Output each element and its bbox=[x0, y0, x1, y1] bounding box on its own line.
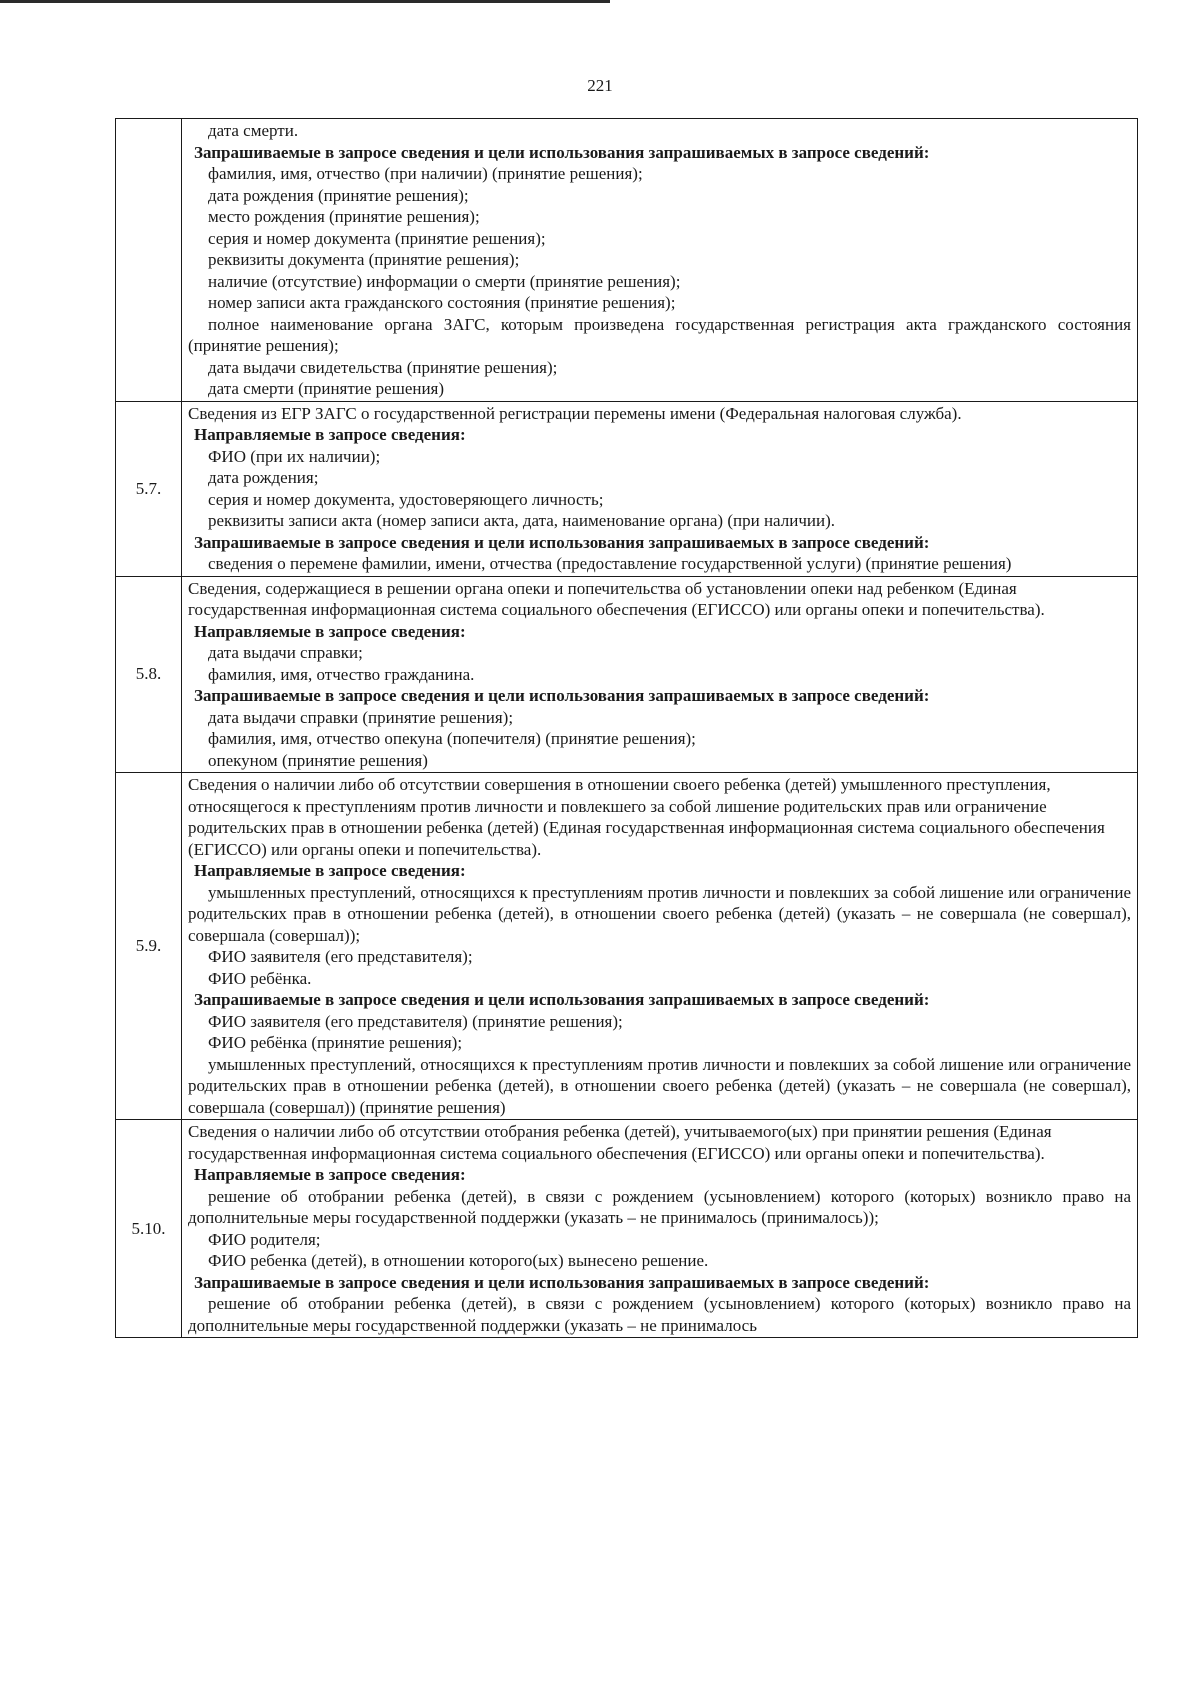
requested-heading: Запрашиваемые в запросе сведения и цели использования запрашиваемых в запросе сведений: bbox=[194, 686, 930, 705]
sent-item: фамилия, имя, отчество гражданина. bbox=[208, 664, 475, 684]
row-intro: Сведения о наличии либо об отсутствии отобрания ребенка (детей), учитываемого(ых) при принятии решения (Единая государственная информационная система социального обеспечения (ЕГИССО) или органы опеки и попечительства). bbox=[188, 1122, 1052, 1163]
row-number: 5.9. bbox=[116, 773, 182, 1120]
scan-edge-line bbox=[0, 0, 610, 3]
row-content bbox=[182, 1120, 1138, 1338]
sent-heading: Направляемые в запросе сведения: bbox=[194, 1165, 466, 1184]
requested-heading: Запрашиваемые в запросе сведения и цели использования запрашиваемых в запросе сведений: bbox=[194, 990, 930, 1009]
requested-item: умышленных преступлений, относящихся к преступлениям против личности и повлекших за собой лишение или ограничение родительских прав в отношении ребенка (детей), в отношении своего ребенка (детей) (указать – не совершала (не совершал), совершала (совершал)) (принятие решения) bbox=[188, 1054, 1131, 1117]
requested-item: дата выдачи свидетельства (принятие решения); bbox=[208, 357, 558, 377]
page-number: 221 bbox=[587, 76, 613, 95]
row-content bbox=[182, 773, 1138, 1120]
requested-item: наличие (отсутствие) информации о смерти (принятие решения); bbox=[208, 271, 681, 291]
row-number: 5.7. bbox=[116, 401, 182, 576]
sent-item: ФИО (при их наличии); bbox=[208, 446, 381, 466]
requested-heading: Запрашиваемые в запросе сведения и цели использования запрашиваемых в запросе сведений: bbox=[194, 1272, 930, 1292]
requested-item: дата рождения (принятие решения); bbox=[208, 185, 469, 205]
requested-heading: Запрашиваемые в запросе сведения и цели использования запрашиваемых в запросе сведений: bbox=[194, 142, 930, 162]
requested-item: номер записи акта гражданского состояния (принятие решения); bbox=[208, 293, 676, 312]
row-intro: Сведения из ЕГР ЗАГС о государственной регистрации перемены имени (Федеральная налоговая служба). bbox=[188, 403, 962, 423]
requested-item: ФИО ребёнка (принятие решения); bbox=[208, 1033, 463, 1052]
sent-item: серия и номер документа, удостоверяющего личность; bbox=[208, 489, 604, 509]
table-row bbox=[116, 401, 1138, 576]
row-number: 5.8. bbox=[116, 576, 182, 773]
table-row bbox=[116, 576, 1138, 773]
requested-item: дата выдачи справки (принятие решения); bbox=[208, 707, 514, 727]
requested-item: дата смерти (принятие решения) bbox=[208, 379, 445, 398]
sent-item: ФИО ребенка (детей), в отношении которого(ых) вынесено решение. bbox=[208, 1251, 709, 1270]
sent-item: решение об отобрании ребенка (детей), в связи с рождением (усыновлением) которого (которых) возникло право на дополнительные меры государственной поддержки (указать – не принималось (принималось)); bbox=[188, 1186, 1131, 1227]
services-table bbox=[115, 118, 1138, 1338]
sent-heading: Направляемые в запросе сведения: bbox=[194, 425, 466, 444]
requested-item: решение об отобрании ребенка (детей), в связи с рождением (усыновлением) которого (которых) возникло право на дополнительные меры государственной поддержки (указать – не принималось bbox=[188, 1294, 1131, 1335]
row-intro: Сведения, содержащиеся в решении органа опеки и попечительства об установлении опеки над ребенком (Единая государственная информационная система социального обеспечения (ЕГИССО) или органы опеки и попечительства). bbox=[188, 578, 1045, 619]
sent-item: умышленных преступлений, относящихся к преступлениям против личности и повлекших за собой лишение или ограничение родительских прав в отношении ребенка (детей), в отношении своего ребенка (детей) (указать – не совершала (не совершал), совершала (совершал)); bbox=[188, 882, 1131, 945]
sent-item: ФИО родителя; bbox=[208, 1229, 321, 1249]
sent-item: ФИО ребёнка. bbox=[208, 968, 312, 988]
sent-heading: Направляемые в запросе сведения: bbox=[194, 621, 466, 641]
requested-item: серия и номер документа (принятие решения); bbox=[208, 228, 546, 248]
row-content bbox=[182, 119, 1138, 402]
requested-item: фамилия, имя, отчество опекуна (попечителя) (принятие решения); bbox=[208, 729, 696, 748]
table-row bbox=[116, 119, 1138, 402]
row-intro: Сведения о наличии либо об отсутствии совершения в отношении своего ребенка (детей) умышленного преступления, относящегося к преступлениям против личности и повлекшего за собой лишение родительских прав или ограничение родительских прав в отношении ребенка (детей) (Единая государственная информационная система социального обеспечения (ЕГИССО) или органы опеки и попечительства). bbox=[188, 775, 1105, 859]
requested-heading: Запрашиваемые в запросе сведения и цели использования запрашиваемых в запросе сведений: bbox=[194, 532, 930, 552]
requested-item: сведения о перемене фамилии, имени, отчества (предоставление государственной услуги) (принятие решения) bbox=[208, 554, 1012, 573]
sent-item: ФИО заявителя (его представителя); bbox=[208, 947, 473, 966]
sent-item: дата выдачи справки; bbox=[208, 643, 363, 662]
sent-item: реквизиты записи акта (номер записи акта, дата, наименование органа) (при наличии). bbox=[208, 511, 835, 530]
table-row bbox=[116, 773, 1138, 1120]
table-row bbox=[116, 1120, 1138, 1338]
sent-item: дата рождения; bbox=[208, 468, 319, 487]
requested-item: ФИО заявителя (его представителя) (принятие решения); bbox=[208, 1011, 623, 1031]
row-content bbox=[182, 401, 1138, 576]
requested-item: реквизиты документа (принятие решения); bbox=[208, 250, 520, 269]
requested-item: полное наименование органа ЗАГС, которым произведена государственная регистрация акта гражданского состояния (принятие решения); bbox=[188, 314, 1131, 355]
sent-heading: Направляемые в запросе сведения: bbox=[194, 861, 466, 880]
requested-item: опекуном (принятие решения) bbox=[208, 750, 428, 770]
requested-item: фамилия, имя, отчество (при наличии) (принятие решения); bbox=[208, 164, 643, 183]
requested-item: место рождения (принятие решения); bbox=[208, 207, 480, 226]
row-number bbox=[116, 119, 182, 402]
row-number: 5.10. bbox=[116, 1120, 182, 1338]
row-content bbox=[182, 576, 1138, 773]
row-intro: дата смерти. bbox=[208, 121, 299, 140]
